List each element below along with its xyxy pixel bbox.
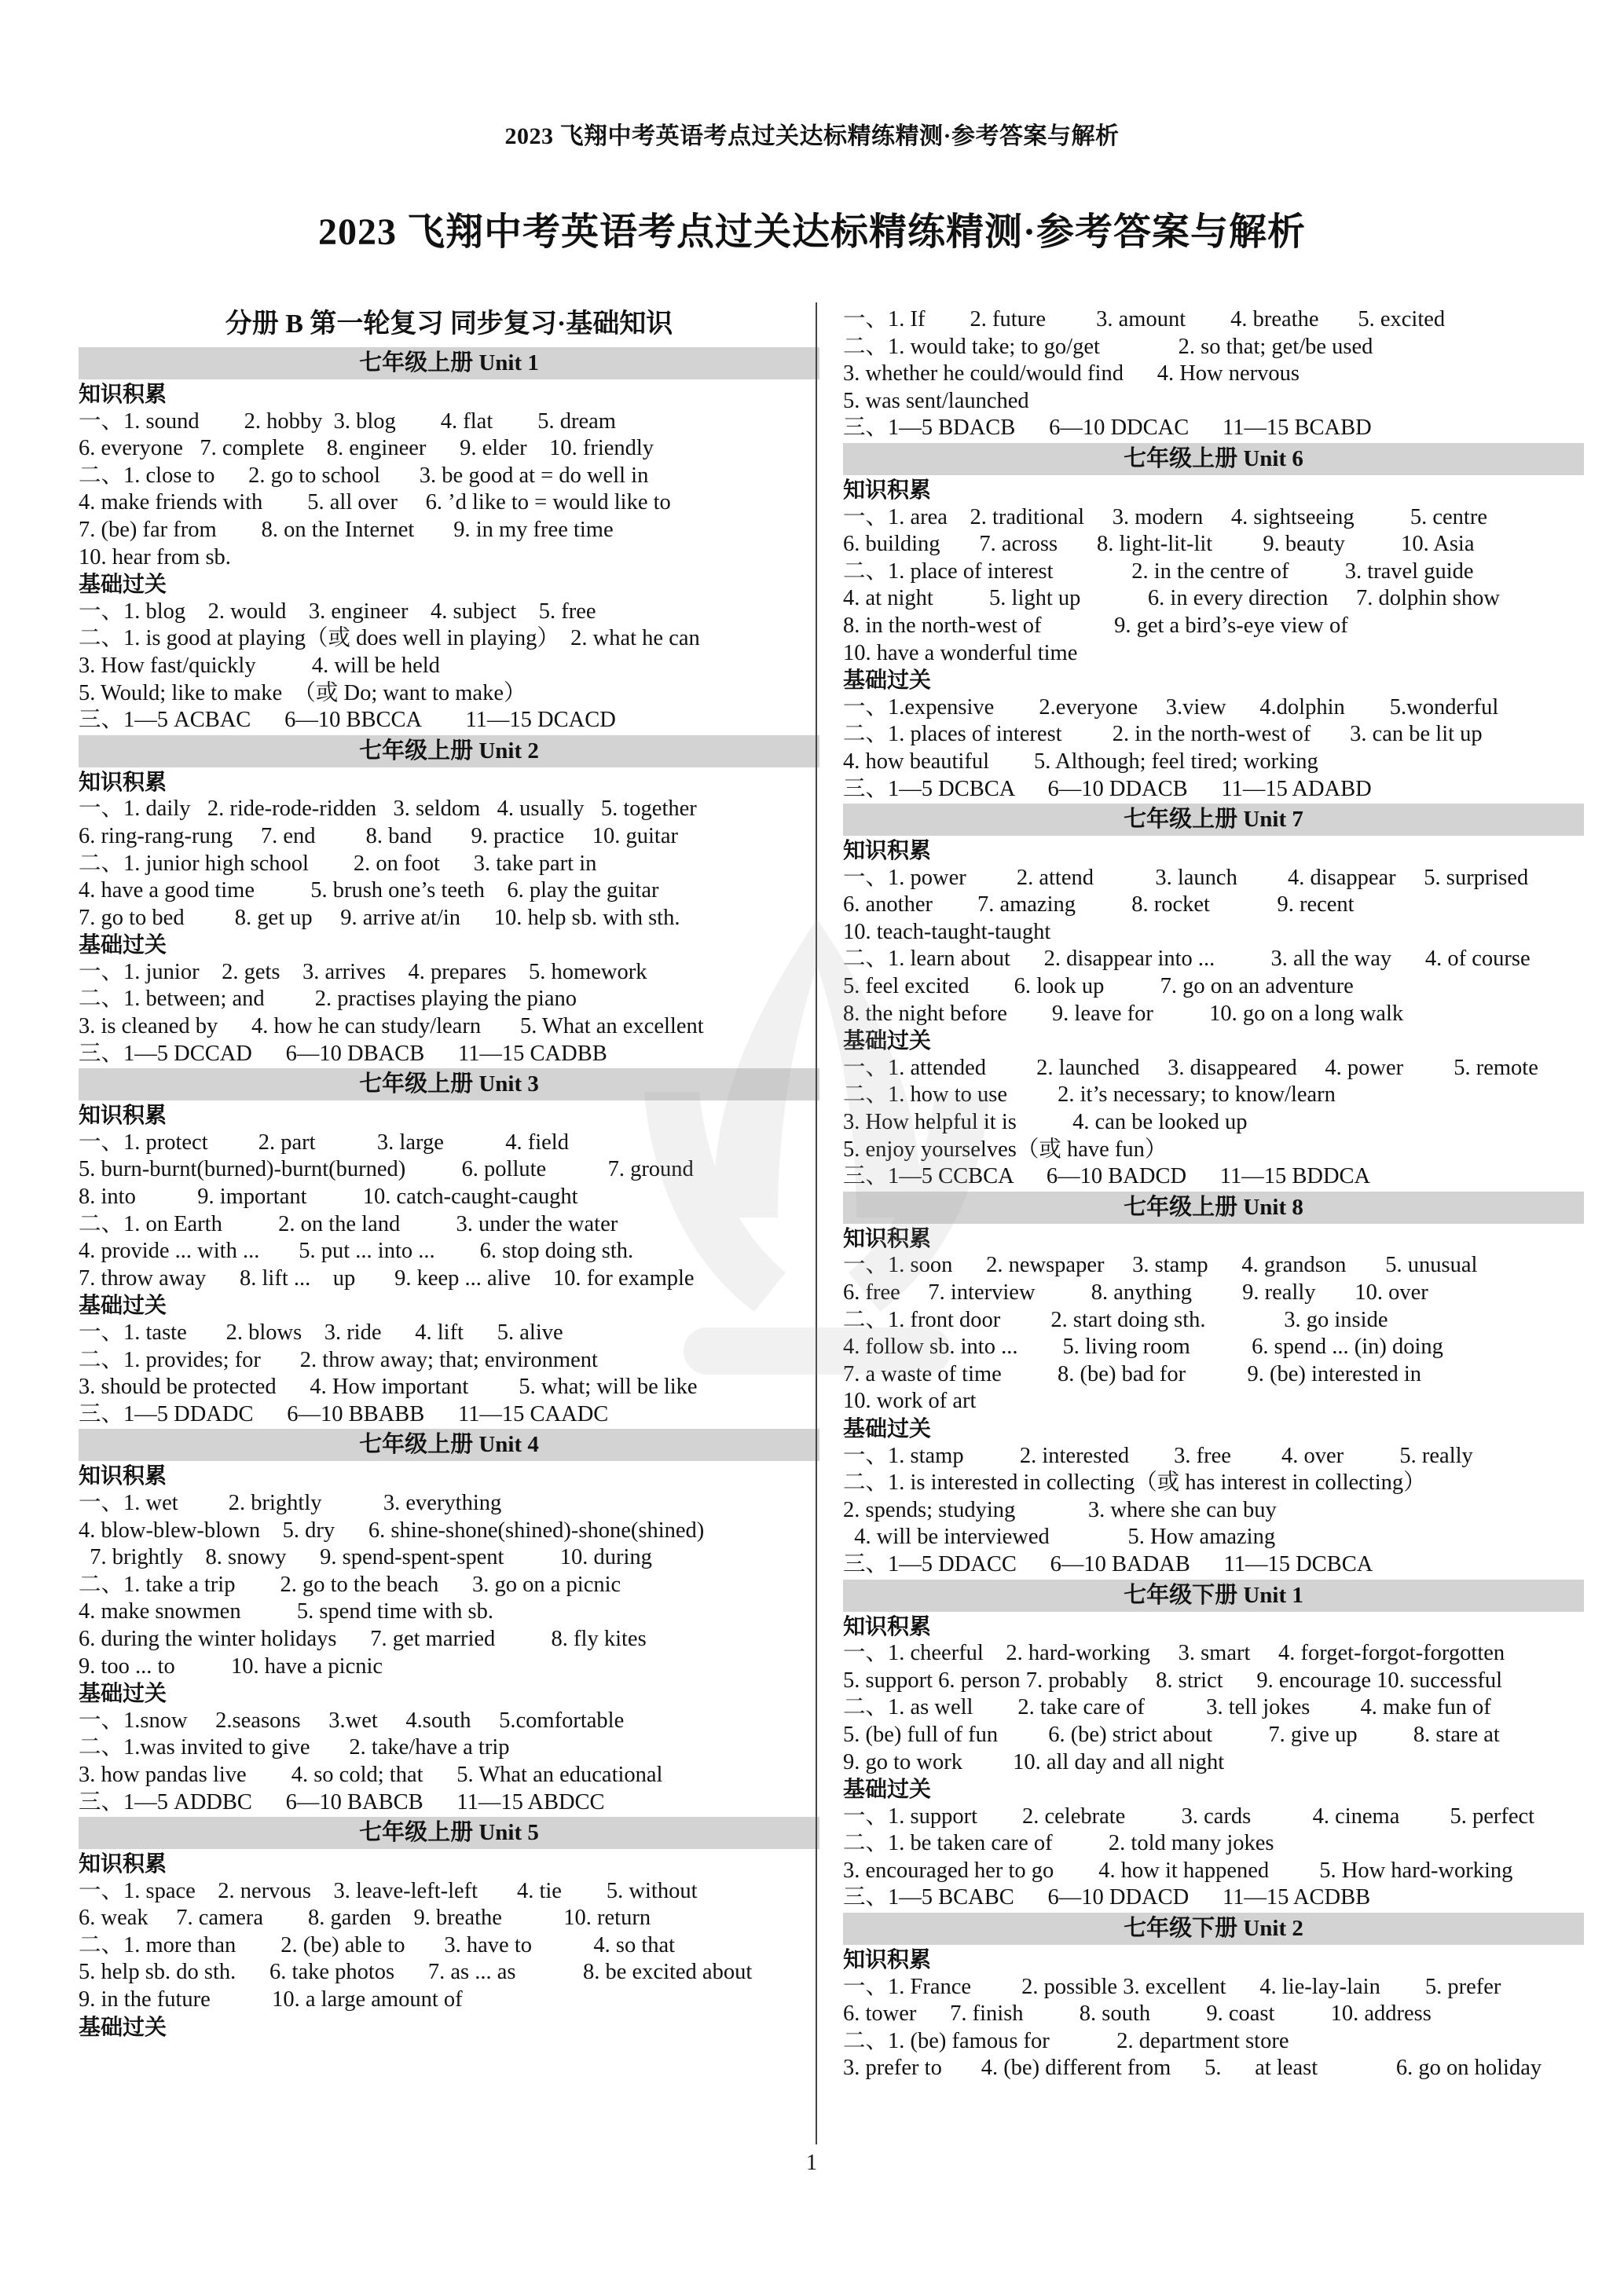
answer-line: 二、1. would take; to go/get 2. so that; get/be used	[843, 334, 1373, 359]
answer-line: 一、1. cheerful 2. hard-working 3. smart 4. forget-forgot-forgotten	[843, 1641, 1505, 1666]
unit-heading: 七年级上册 Unit 7	[843, 804, 1584, 836]
section-heading: 知识积累	[843, 1225, 932, 1251]
answer-line: 4. make snowmen 5. spend time with sb.	[79, 1599, 493, 1624]
answer-line: 4. provide ... with ... 5. put ... into ... 6. stop doing sth.	[79, 1239, 634, 1264]
answer-line: 二、1. more than 2. (be) able to 3. have to 4. so that	[79, 1932, 676, 1957]
answer-line: 三、1—5 BCABC 6—10 DDACD 11—15 ACDBB	[843, 1885, 1371, 1910]
answer-line: 一、1. attended 2. launched 3. disappeared 4. power 5. remote	[843, 1055, 1538, 1080]
answer-line: 5. burn-burnt(burned)-burnt(burned) 6. pollute 7. ground	[79, 1157, 694, 1182]
answer-line: 二、1. on Earth 2. on the land 3. under the water	[79, 1211, 618, 1236]
answer-line: 6. weak 7. camera 8. garden 9. breathe 10. return	[79, 1906, 651, 1931]
answer-line: 3. How helpful it is 4. can be looked up	[843, 1110, 1248, 1135]
answer-line: 二、1. be taken care of 2. told many jokes	[843, 1831, 1274, 1856]
answer-line: 二、1. between; and 2. practises playing the piano	[79, 987, 577, 1012]
unit-heading: 七年级上册 Unit 4	[79, 1429, 819, 1461]
answer-line: 一、1. daily 2. ride-rode-ridden 3. seldom 4. usually 5. together	[79, 796, 697, 822]
answer-line: 二、1.was invited to give 2. take/have a trip	[79, 1735, 510, 1760]
answer-line: 6. building 7. across 8. light-lit-lit 9. beauty 10. Asia	[843, 532, 1475, 557]
section-heading: 基础过关	[79, 571, 167, 598]
section-heading: 基础过关	[79, 1680, 167, 1707]
answer-line: 一、1. junior 2. gets 3. arrives 4. prepares 5. homework	[79, 959, 647, 984]
answer-line: 三、1—5 ADDBC 6—10 BABCB 11—15 ABDCC	[79, 1789, 605, 1814]
answer-line: 一、1. blog 2. would 3. engineer 4. subject 5. free	[79, 599, 596, 624]
answer-line: 三、1—5 BDACB 6—10 DDCAC 11—15 BCABD	[843, 416, 1372, 441]
answer-line: 10. hear from sb.	[79, 544, 231, 569]
answer-line: 一、1.expensive 2.everyone 3.view 4.dolphin 5.wonderful	[843, 694, 1499, 720]
answer-line: 二、1. front door 2. start doing sth. 3. go inside	[843, 1307, 1388, 1332]
answer-line: 三、1—5 ACBAC 6—10 BBCCA 11—15 DCACD	[79, 708, 616, 733]
answer-line: 3. is cleaned by 4. how he can study/learn 5. What an excellent	[79, 1014, 704, 1039]
section-heading: 知识积累	[79, 768, 167, 795]
section-heading: 基础过关	[79, 1292, 167, 1319]
answer-line: 7. throw away 8. lift ... up 9. keep ... alive 10. for example	[79, 1265, 695, 1291]
answer-line: 8. the night before 9. leave for 10. go on a long walk	[843, 1001, 1404, 1026]
answer-line: 二、1. is interested in collecting（或 has interest in collecting）	[843, 1470, 1426, 1496]
answer-line: 6. another 7. amazing 8. rocket 9. recent	[843, 892, 1355, 917]
book-section-title: 分册 B 第一轮复习 同步复习·基础知识	[225, 309, 673, 339]
answer-line: 6. during the winter holidays 7. get married 8. fly kites	[79, 1626, 647, 1651]
answer-line: 二、1. take a trip 2. go to the beach 3. go on a picnic	[79, 1572, 621, 1597]
answer-line: 5. was sent/launched	[843, 388, 1029, 413]
answer-line: 5. enjoy yourselves（或 have fun）	[843, 1137, 1168, 1162]
section-heading: 基础过关	[79, 932, 167, 958]
answer-line: 7. (be) far from 8. on the Internet 9. in my free time	[79, 517, 614, 542]
answer-line: 二、1. as well 2. take care of 3. tell jokes 4. make fun of	[843, 1695, 1491, 1720]
answer-line: 一、1. If 2. future 3. amount 4. breathe 5. excited	[843, 307, 1446, 331]
section-heading: 知识积累	[79, 1463, 167, 1489]
answer-line: 3. prefer to 4. (be) different from 5. at least 6. go on holiday	[843, 2056, 1542, 2081]
left-column	[79, 302, 819, 2041]
answer-line: 一、1.snow 2.seasons 3.wet 4.south 5.comfortable	[79, 1708, 625, 1733]
answer-line: 3. should be protected 4. How important 5. what; will be like	[79, 1375, 698, 1400]
answer-line: 6. free 7. interview 8. anything 9. really 10. over	[843, 1280, 1428, 1305]
answer-line: 二、1. is good at playing（或 does well in playing） 2. what he can	[79, 626, 700, 651]
answer-line: 三、1—5 DDACC 6—10 BADAB 11—15 DCBCA	[843, 1551, 1373, 1576]
answer-line: 二、1. places of interest 2. in the north-west of 3. can be lit up	[843, 722, 1483, 747]
section-heading: 知识积累	[79, 1851, 167, 1877]
running-header: 2023 飞翔中考英语考点过关达标精练精测·参考答案与解析	[504, 123, 1120, 149]
section-heading: 知识积累	[79, 1102, 167, 1129]
answer-line: 5. feel excited 6. look up 7. go on an adventure	[843, 974, 1354, 999]
answer-line: 9. too ... to 10. have a picnic	[79, 1653, 383, 1679]
answer-line: 一、1. France 2. possible 3. excellent 4. lie-lay-lain 5. prefer	[843, 1974, 1501, 1999]
section-heading: 知识积累	[843, 1613, 932, 1639]
unit-heading: 七年级上册 Unit 5	[79, 1817, 819, 1849]
unit-heading: 七年级上册 Unit 2	[79, 735, 819, 767]
answer-line: 3. How fast/quickly 4. will be held	[79, 653, 440, 678]
answer-line: 5. help sb. do sth. 6. take photos 7. as ... as 8. be excited about	[79, 1960, 753, 1985]
answer-line: 一、1. taste 2. blows 3. ride 4. lift 5. alive	[79, 1320, 563, 1345]
answer-line: 三、1—5 DCCAD 6—10 DBACB 11—15 CADBB	[79, 1041, 607, 1066]
answer-line: 一、1. protect 2. part 3. large 4. field	[79, 1130, 569, 1155]
page-number: 1	[806, 2151, 817, 2175]
answer-line: 二、1. junior high school 2. on foot 3. take part in	[79, 851, 597, 876]
answer-line: 三、1—5 CCBCA 6—10 BADCD 11—15 BDDCA	[843, 1164, 1371, 1189]
answer-line: 8. in the north-west of 9. get a bird’s-eye view of	[843, 613, 1348, 638]
answer-line: 二、1. provides; for 2. throw away; that; environment	[79, 1347, 598, 1372]
answer-line: 一、1. power 2. attend 3. launch 4. disappear 5. surprised	[843, 865, 1529, 890]
answer-line: 4. will be interviewed 5. How amazing	[843, 1525, 1276, 1550]
answer-line: 9. in the future 10. a large amount of	[79, 1987, 463, 2012]
section-heading: 基础过关	[843, 667, 932, 694]
section-heading: 基础过关	[79, 2013, 167, 2040]
answer-line: 一、1. wet 2. brightly 3. everything	[79, 1490, 502, 1515]
section-heading: 基础过关	[843, 1415, 932, 1441]
answer-line: 二、1. how to use 2. it’s necessary; to know/learn	[843, 1082, 1336, 1108]
answer-line: 4. at night 5. light up 6. in every direction 7. dolphin show	[843, 586, 1500, 611]
answer-line: 4. blow-blew-blown 5. dry 6. shine-shone(shined)-shone(shined)	[79, 1518, 705, 1543]
answer-line: 一、1. sound 2. hobby 3. blog 4. flat 5. dream	[79, 408, 616, 434]
answer-line: 二、1. learn about 2. disappear into ... 3. all the way 4. of course	[843, 947, 1531, 972]
unit-heading: 七年级下册 Unit 1	[843, 1580, 1584, 1612]
right-column	[843, 306, 1584, 2082]
answer-line: 7. brightly 8. snowy 9. spend-spent-spent 10. during	[79, 1545, 652, 1570]
answer-line: 三、1—5 DDADC 6—10 BBABB 11—15 CAADC	[79, 1401, 609, 1426]
answer-line: 6. everyone 7. complete 8. engineer 9. elder 10. friendly	[79, 436, 654, 461]
answer-line: 2. spends; studying 3. where she can buy	[843, 1497, 1277, 1522]
answer-line: 5. (be) full of fun 6. (be) strict about 7. give up 8. stare at	[843, 1722, 1500, 1747]
answer-line: 10. have a wonderful time	[843, 640, 1078, 665]
unit-heading: 七年级下册 Unit 2	[843, 1913, 1584, 1945]
answer-line: 5. support 6. person 7. probably 8. strict 9. encourage 10. successful	[843, 1668, 1502, 1693]
unit-heading: 七年级上册 Unit 1	[79, 347, 819, 379]
answer-line: 10. teach-taught-taught	[843, 919, 1051, 944]
answer-line: 一、1. stamp 2. interested 3. free 4. over 5. really	[843, 1443, 1473, 1468]
section-heading: 知识积累	[843, 1946, 932, 1973]
answer-line: 9. go to work 10. all day and all night	[843, 1749, 1225, 1774]
answer-line: 10. work of art	[843, 1389, 977, 1414]
answer-line: 3. how pandas live 4. so cold; that 5. What an educational	[79, 1762, 663, 1787]
answer-line: 二、1. (be) famous for 2. department store	[843, 2028, 1289, 2053]
answer-line: 8. into 9. important 10. catch-caught-caught	[79, 1185, 578, 1210]
answer-line: 3. whether he could/would find 4. How nervous	[843, 361, 1300, 386]
page-title: 2023 飞翔中考英语考点过关达标精练精测·参考答案与解析	[317, 211, 1306, 253]
answer-line: 一、1. area 2. traditional 3. modern 4. sightseeing 5. centre	[843, 504, 1487, 529]
answer-line: 4. follow sb. into ... 5. living room 6. spend ... (in) doing	[843, 1335, 1443, 1360]
answer-line: 一、1. space 2. nervous 3. leave-left-left 4. tie 5. without	[79, 1878, 698, 1903]
unit-heading: 七年级上册 Unit 3	[79, 1068, 819, 1100]
section-heading: 基础过关	[843, 1027, 932, 1054]
section-heading: 知识积累	[843, 476, 932, 503]
answer-line: 3. encouraged her to go 4. how it happened 5. How hard-working	[843, 1858, 1513, 1883]
answer-line: 5. Would; like to make （或 Do; want to make）	[79, 680, 526, 705]
answer-line: 一、1. soon 2. newspaper 3. stamp 4. grandson 5. unusual	[843, 1253, 1478, 1278]
answer-line: 二、1. close to 2. go to school 3. be good at = do well in	[79, 463, 649, 488]
unit-heading: 七年级上册 Unit 6	[843, 443, 1584, 475]
answer-line: 二、1. place of interest 2. in the centre of 3. travel guide	[843, 558, 1474, 584]
answer-line: 一、1. support 2. celebrate 3. cards 4. cinema 5. perfect	[843, 1803, 1535, 1829]
answer-line: 4. have a good time 5. brush one’s teeth 6. play the guitar	[79, 878, 659, 903]
answer-line: 4. make friends with 5. all over 6. ’d like to = would like to	[79, 490, 671, 515]
answer-line: 7. go to bed 8. get up 9. arrive at/in 10. help sb. with sth.	[79, 905, 680, 930]
section-heading: 知识积累	[79, 381, 167, 407]
column-divider	[816, 302, 817, 2144]
answer-line: 6. tower 7. finish 8. south 9. coast 10. address	[843, 2001, 1432, 2027]
answer-line: 三、1—5 DCBCA 6—10 DDACB 11—15 ADABD	[843, 776, 1372, 801]
unit-heading: 七年级上册 Unit 8	[843, 1192, 1584, 1224]
section-heading: 基础过关	[843, 1776, 932, 1803]
section-heading: 知识积累	[843, 837, 932, 864]
answer-line: 6. ring-rang-rung 7. end 8. band 9. practice 10. guitar	[79, 823, 678, 848]
answer-line: 4. how beautiful 5. Although; feel tired; working	[843, 749, 1318, 774]
answer-line: 7. a waste of time 8. (be) bad for 9. (be) interested in	[843, 1361, 1422, 1386]
